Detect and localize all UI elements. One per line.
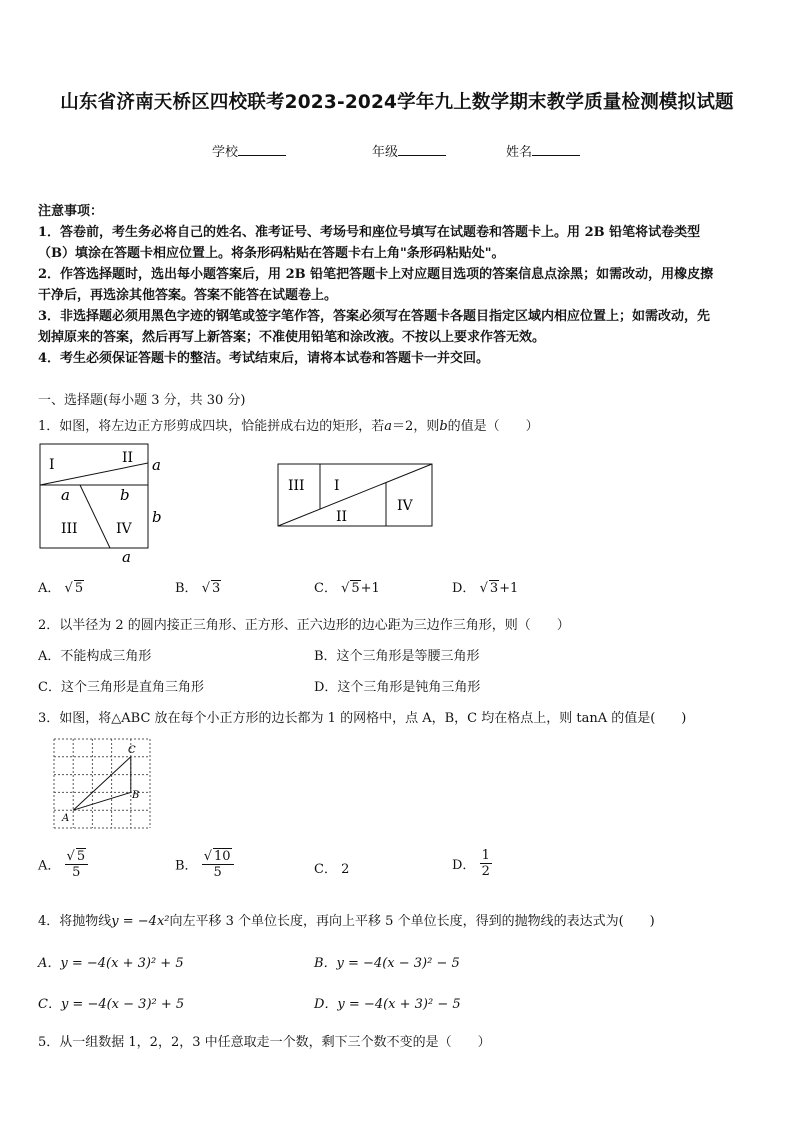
note-line: （B）填涂在答题卡相应位置上。将条形码粘贴在答题卡右上角"条形码粘贴处"。 bbox=[38, 246, 505, 261]
page-title: 山东省济南天桥区四校联考2023-2024学年九上数学期末教学质量检测模拟试题 bbox=[60, 92, 734, 113]
piece-label-iii: III bbox=[61, 521, 78, 537]
q2-option-b[interactable]: B．这个三角形是等腰三角形 bbox=[314, 649, 480, 664]
name-field bbox=[506, 141, 580, 160]
question-5-stem: 5．从一组数据 1，2，2，3 中任意取走一个数，剩下三个数不变的是（ ） bbox=[38, 1035, 491, 1050]
q2-option-d[interactable]: D．这个三角形是钝角三角形 bbox=[314, 680, 481, 695]
q1-option-a[interactable]: A． √ 5 bbox=[38, 581, 84, 596]
q3-option-d[interactable]: D． $\frac{1}{2}$ bbox=[452, 848, 490, 879]
q4-option-a[interactable]: A．y = −4(x + 3)² + 5 bbox=[38, 956, 184, 971]
q3-option-a[interactable]: A． $\frac{√ 5}{5}$ bbox=[38, 848, 88, 880]
q3-option-b[interactable]: B． $\frac{√ 10}{5}$ bbox=[175, 848, 234, 880]
point-a-label: A bbox=[62, 813, 70, 824]
seg-label-b: b bbox=[120, 486, 130, 504]
side-label-b: b bbox=[152, 508, 162, 526]
piece-label-i: I bbox=[49, 457, 55, 473]
side-label-a: a bbox=[152, 456, 161, 474]
piece-label-ii: II bbox=[122, 450, 134, 466]
note-line: 4．考生必须保证答题卡的整洁。考试结束后，请将本试卷和答题卡一并交回。 bbox=[38, 351, 490, 366]
q1-option-c[interactable]: C． √ 5+1 bbox=[314, 581, 380, 596]
seg-label-a: a bbox=[61, 486, 70, 504]
question-1-stem: 1．如图，将左边正方形剪成四块，恰能拼成右边的矩形，若a＝2，则b的值是（ ） bbox=[38, 419, 539, 434]
q3-option-c[interactable]: C． 2 bbox=[314, 862, 350, 877]
question-1-figure bbox=[30, 438, 450, 568]
note-line: 2．作答选择题时，选出每小题答案后，用 2B 铅笔把答题卡上对应题目选项的答案信息点涂黑；如需改动，用橡皮擦 bbox=[38, 267, 714, 282]
q4-option-b[interactable]: B．y = −4(x − 3)² − 5 bbox=[314, 956, 460, 971]
section-heading: 一、选择题(每小题 3 分，共 30 分) bbox=[38, 393, 246, 408]
question-2-stem: 2．以半径为 2 的圆内接正三角形、正方形、正六边形的边心距为三边作三角形，则（ ） bbox=[38, 618, 570, 633]
q4-option-d[interactable]: D．y = −4(x + 3)² − 5 bbox=[314, 997, 461, 1012]
q2-option-c[interactable]: C．这个三角形是直角三角形 bbox=[38, 680, 204, 695]
rect-label-iii: III bbox=[288, 478, 305, 494]
rect-label-ii: II bbox=[336, 509, 348, 525]
school-label: 学校 bbox=[212, 145, 239, 160]
point-c-label: C bbox=[128, 745, 136, 756]
rect-label-i: I bbox=[334, 478, 340, 494]
question-3-stem: 3．如图，将△ABC 放在每个小正方形的边长都为 1 的网格中，点 A，B，C 均在格点上，则 tanA 的值是( ) bbox=[38, 711, 687, 726]
note-line: 划掉原来的答案，然后再写上新答案；不准使用铅笔和涂改液。不按以上要求作答无效。 bbox=[38, 330, 546, 345]
name-label: 姓名 bbox=[506, 145, 533, 160]
bottom-label-a: a bbox=[122, 548, 131, 566]
q2-option-a[interactable]: A．不能构成三角形 bbox=[38, 649, 152, 664]
q1-option-b[interactable]: B． √ 3 bbox=[175, 581, 221, 596]
notes-heading: 注意事项： bbox=[38, 204, 104, 219]
question-4-stem: 4．将抛物线y = −4x²向左平移 3 个单位长度，再向上平移 5 个单位长度，得到的抛物线的表达式为( ) bbox=[38, 914, 655, 929]
q1-option-d[interactable]: D． √ 3+1 bbox=[452, 581, 519, 596]
grade-field bbox=[372, 141, 446, 160]
note-line: 1．答卷前，考生务必将自己的姓名、准考证号、考场号和座位号填写在试题卷和答题卡上。用 2B 铅笔将试卷类型 bbox=[38, 225, 701, 240]
school-field bbox=[212, 141, 286, 160]
question-3-grid-figure bbox=[50, 735, 155, 835]
note-line: 干净后，再选涂其他答案。答案不能答在试题卷上。 bbox=[38, 288, 338, 303]
note-line: 3．非选择题必须用黑色字迹的钢笔或签字笔作答，答案必须写在答题卡各题目指定区域内相应位置上；如需改动，先 bbox=[38, 309, 711, 324]
point-b-label: B bbox=[132, 790, 140, 801]
piece-label-iv: IV bbox=[116, 521, 132, 537]
q4-option-c[interactable]: C．y = −4(x − 3)² + 5 bbox=[38, 997, 185, 1012]
grade-label: 年级 bbox=[372, 145, 399, 160]
rect-label-iv: IV bbox=[397, 498, 413, 514]
